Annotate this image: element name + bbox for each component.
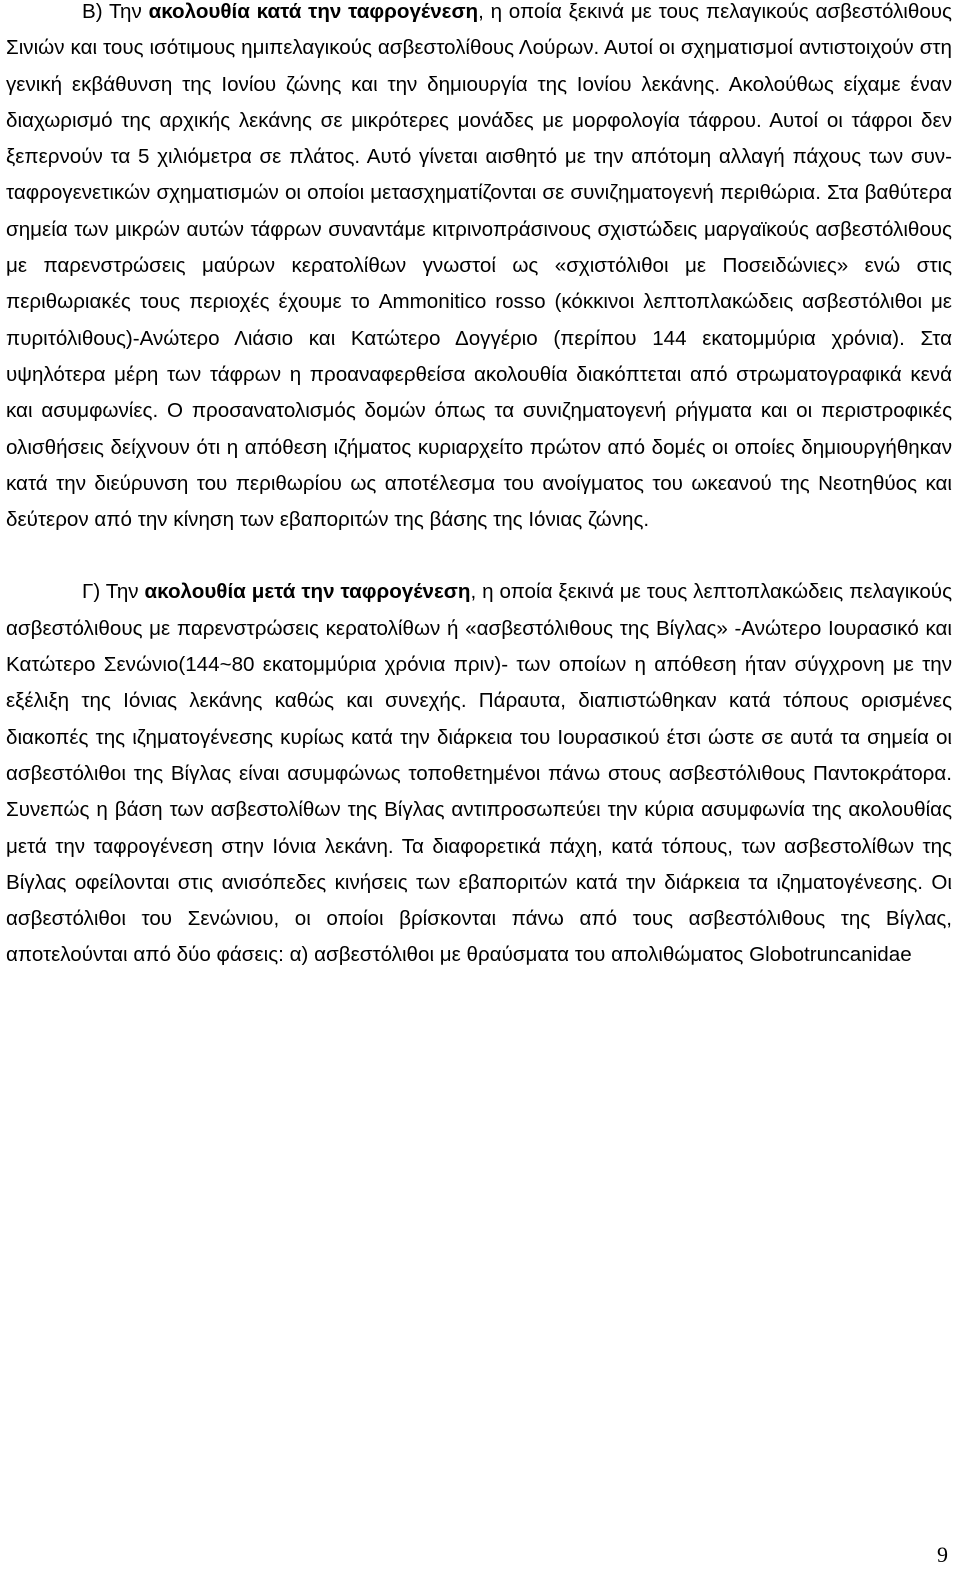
paragraph-b-prefix: Β) Την [82,0,149,23]
paragraph-b-text: , η οποία ξεκινά με τους πελαγικούς ασβεστόλιθους Σινιών και τους ισότιμους ημιπελαγικούς ασβεστολίθους Λούρων. Αυτοί οι σχηματισμοί αντιστοιχούν στη γενική εκβάθυνση της Ιονίου ζώνης και την δημιουργία της Ιονίου λεκάνης. Ακολούθως είχαμε έναν διαχωρισμό της αρχικής λεκάνης σε μικρότερες μονάδες με μορφολογία τάφρου. Αυτοί οι τάφροι δεν ξεπερνούν τα 5 χιλιόμετρα σε πλάτος. Αυτό γίνεται αισθητό με την απότομη αλλαγή πάχους των συν-ταφρογενετικών σχηματισμών οι οποίοι μετασχηματίζονται σε συνιζηματογενή περιθώρια. Στα βαθύτερα σημεία των μικρών αυτών τάφρων συναντάμε κιτρινοπράσινους σχιστώδεις μαργαϊκούς ασβεστόλιθους με παρενστρώσεις μαύρων κερατολίθων γνωστοί ως «σχιστόλιθοι με Ποσειδώνιες» ενώ στις περιθωριακές τους περιοχές έχουμε το Ammonitico rosso (κόκκινοι λεπτοπλακώδεις ασβεστόλιθοι με πυριτόλιθους)-Ανώτερο Λιάσιο και Κατώτερο Δογγέριο (περίπου 144 εκατομμύρια χρόνια). Στα υψηλότερα μέρη των τάφρων η προαναφερθείσα ακολουθία διακόπτεται από στρωματογραφικά κενά και ασυμφωνίες. Ο προσανατολισμός δομών όπως τα συνιζηματογενή ρήγματα και οι περιστροφικές ολισθήσεις δείχνουν ότι η απόθεση ιζήματος κυριαρχείτο πρώτον από δομές οι οποίες δημιουργήθηκαν κατά την διεύρυνση του περιθωρίου ως αποτέλεσμα του ανοίγματος του ωκεανού της Νεοτηθύος και δεύτερον από την κίνηση των εβαποριτών της βάσης της Ιόνιας ζώνης. [6,0,952,532]
paragraph-g [6,574,952,973]
page-number: 9 [937,1542,948,1567]
paragraph-g-prefix: Γ) Την [82,580,145,604]
document-page [6,0,952,974]
paragraph-g-emphasis: ακολουθία μετά την ταφρογένεση [144,580,471,604]
paragraph-g-text: , η οποία ξεκινά με τους λεπτοπλακώδεις πελαγικούς ασβεστόλιθους με παρενστρώσεις κερατολίθων ή «ασβεστόλιθους της Βίγλας» -Ανώτερο Ιουρασικό και Κατώτερο Σενώνιο(144~80 εκατομμύρια χρόνια πριν)- των οποίων η απόθεση ήταν σύγχρονη με την εξέλιξη της Ιόνιας λεκάνης καθώς και συνεχής. Πάραυτα, διαπιστώθηκαν κατά τόπους ορισμένες διακοπές της ιζηματογένεσης κυρίως κατά την διάρκεια του Ιουρασικού έτσι ώστε σε αυτά τα σημεία οι ασβεστόλιθοι της Βίγλας είναι ασυμφώνως τοποθετημένοι πάνω στους ασβεστόλιθους Παντοκράτορα. Συνεπώς η βάση των ασβεστολίθων της Βίγλας αντιπροσωπεύει την κύρια ασυμφωνία της ακολουθίας μετά την ταφρογένεση στην Ιόνια λεκάνη. Τα διαφορετικά πάχη, κατά τόπους, των ασβεστολίθων της Βίγλας οφείλονται στις ανισόπεδες κινήσεις των εβαποριτών κατά την διάρκεια τα ιζηματογένεσης. Οι ασβεστόλιθοι του Σενώνιου, οι οποίοι βρίσκονται πάνω από τους ασβεστόλιθους της Βίγλας, αποτελούνται από δύο φάσεις: α) ασβεστόλιθοι με θραύσματα του απολιθώματος Globotruncanidae [6,580,952,967]
paragraph-b [6,0,952,538]
paragraph-b-emphasis: ακολουθία κατά την ταφρογένεση [148,0,479,23]
